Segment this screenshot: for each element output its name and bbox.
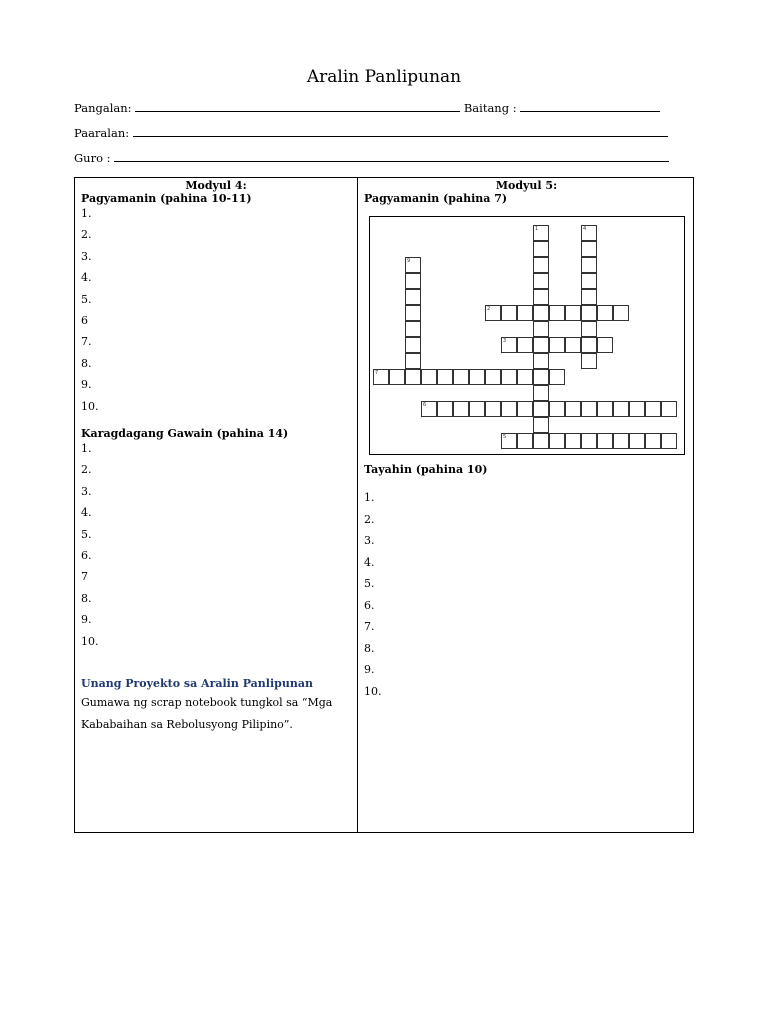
crossword-cell[interactable] — [453, 401, 469, 417]
crossword-cell[interactable] — [405, 289, 421, 305]
paaralan-row — [74, 125, 668, 140]
crossword-cell[interactable] — [533, 417, 549, 433]
crossword-cell[interactable] — [437, 401, 453, 417]
crossword-cell[interactable] — [501, 337, 517, 353]
crossword-cell[interactable] — [469, 401, 485, 417]
crossword-cell[interactable] — [613, 401, 629, 417]
crossword-cell[interactable] — [533, 305, 549, 321]
paaralan-label: Paaralan: — [74, 126, 130, 140]
answer-item: 8. — [81, 356, 92, 370]
answer-item: 5. — [81, 292, 92, 306]
answer-item: 6. — [81, 549, 92, 562]
crossword-cell[interactable] — [549, 305, 565, 321]
crossword-cell[interactable] — [581, 257, 597, 273]
crossword-cell[interactable] — [405, 305, 421, 321]
modyul-4-heading: Modyul 4: — [185, 179, 247, 192]
crossword-cell[interactable] — [613, 305, 629, 321]
answer-item: 6. — [364, 598, 375, 612]
crossword-cell[interactable] — [517, 401, 533, 417]
crossword-clue-number: 5 — [503, 434, 507, 440]
answer-item: 5. — [81, 527, 92, 541]
crossword-cell[interactable] — [533, 225, 549, 241]
answer-item: 9. — [81, 378, 92, 392]
crossword-cell[interactable] — [405, 337, 421, 353]
crossword-cell[interactable] — [629, 401, 645, 417]
crossword-cell[interactable] — [613, 433, 629, 449]
baitang-label: Baitang : — [463, 101, 517, 115]
crossword-cell[interactable] — [437, 369, 453, 385]
guro-row — [74, 150, 669, 165]
answer-item: 1. — [364, 491, 375, 504]
crossword-cell[interactable] — [533, 433, 549, 449]
crossword-cell[interactable] — [533, 369, 549, 385]
crossword-cell[interactable] — [501, 305, 517, 321]
crossword-cell[interactable] — [533, 353, 549, 369]
crossword-cell[interactable] — [581, 401, 597, 417]
answer-item: 9. — [364, 663, 375, 676]
crossword-cell[interactable] — [421, 369, 437, 385]
crossword-clue-number: 4 — [583, 226, 587, 232]
pangalan-label: Pangalan: — [74, 101, 132, 115]
crossword-cell[interactable] — [533, 401, 549, 417]
crossword-cell[interactable] — [549, 337, 565, 353]
answer-item: 7. — [81, 335, 92, 349]
answer-item: 9. — [81, 613, 92, 627]
answer-item: 7 — [81, 570, 88, 584]
answer-item: 6 — [81, 314, 88, 327]
answer-item: 4. — [81, 506, 92, 520]
pangalan-line[interactable] — [135, 100, 460, 112]
answer-item: 4. — [81, 271, 92, 285]
modyul-5-heading: Modyul 5: — [495, 179, 558, 192]
answer-item: 5. — [364, 577, 375, 590]
project-text: Gumawa ng scrap notebook tungkol sa “Mga Kababaihan sa Rebolusyong Pilipino”. — [81, 696, 333, 731]
pangalan-row — [74, 100, 660, 115]
answer-item: 2. — [81, 228, 92, 242]
answer-item: 10. — [81, 634, 99, 648]
crossword-cell[interactable] — [581, 305, 597, 321]
crossword-cell[interactable] — [581, 225, 597, 241]
crossword-clue-number: 3 — [503, 338, 507, 344]
left-section2-title: Karagdagang Gawain (pahina 14) — [81, 427, 289, 440]
crossword-cell[interactable] — [405, 321, 421, 337]
crossword-cell[interactable] — [405, 257, 421, 273]
crossword-cell[interactable] — [501, 433, 517, 449]
crossword-cell[interactable] — [661, 433, 677, 449]
crossword-cell[interactable] — [421, 401, 437, 417]
crossword-cell[interactable] — [629, 433, 645, 449]
answer-item: 8. — [364, 641, 375, 655]
crossword-cell[interactable] — [533, 337, 549, 353]
crossword-cell[interactable] — [405, 273, 421, 289]
crossword-puzzle — [369, 216, 685, 455]
crossword-cell[interactable] — [581, 337, 597, 353]
crossword-cell[interactable] — [533, 289, 549, 305]
crossword-cell[interactable] — [645, 433, 661, 449]
crossword-cell[interactable] — [549, 369, 565, 385]
crossword-cell[interactable] — [533, 257, 549, 273]
crossword-cell[interactable] — [581, 353, 597, 369]
crossword-cell[interactable] — [405, 353, 421, 369]
crossword-cell[interactable] — [597, 337, 613, 353]
crossword-clue-number: 2 — [487, 306, 491, 312]
crossword-clue-number: 7 — [375, 370, 379, 376]
crossword-cell[interactable] — [597, 401, 613, 417]
left-section1-title: Pagyamanin (pahina 10-11) — [81, 192, 252, 205]
crossword-cell[interactable] — [533, 321, 549, 337]
answer-item: 10. — [81, 399, 99, 413]
crossword-cell[interactable] — [485, 369, 501, 385]
answer-item: 4. — [364, 555, 375, 569]
crossword-cell[interactable] — [565, 337, 581, 353]
column-divider — [357, 178, 358, 832]
worksheet-title: Aralin Panlipunan — [306, 67, 462, 87]
crossword-cell[interactable] — [581, 433, 597, 449]
crossword-cell[interactable] — [485, 401, 501, 417]
crossword-cell[interactable] — [533, 385, 549, 401]
answer-item: 3. — [364, 534, 375, 547]
crossword-cell[interactable] — [597, 433, 613, 449]
crossword-cell[interactable] — [389, 369, 405, 385]
answer-item: 3. — [81, 484, 92, 498]
answer-item: 2. — [81, 463, 92, 477]
crossword-cell[interactable] — [549, 433, 565, 449]
guro-label: Guro : — [74, 151, 111, 165]
crossword-clue-number: 6 — [423, 402, 427, 408]
answer-item: 1. — [81, 207, 92, 220]
crossword-cell[interactable] — [405, 369, 421, 385]
crossword-cell[interactable] — [661, 401, 677, 417]
crossword-cell[interactable] — [373, 369, 389, 385]
crossword-cell[interactable] — [645, 401, 661, 417]
crossword-cell[interactable] — [485, 305, 501, 321]
crossword-cell[interactable] — [501, 369, 517, 385]
answer-item: 7. — [364, 620, 375, 633]
crossword-cell[interactable] — [565, 401, 581, 417]
right-section2-title: Tayahin (pahina 10) — [364, 463, 488, 476]
paaralan-line[interactable] — [133, 125, 668, 137]
right-section1-title: Pagyamanin (pahina 7) — [364, 192, 508, 205]
answer-table — [74, 177, 694, 833]
crossword-cell[interactable] — [453, 369, 469, 385]
crossword-cell[interactable] — [517, 433, 533, 449]
answer-item: 1. — [81, 442, 92, 455]
crossword-cell[interactable] — [565, 433, 581, 449]
answer-item: 8. — [81, 591, 92, 605]
crossword-clue-number: 9 — [407, 258, 411, 264]
guro-line[interactable] — [114, 150, 669, 162]
crossword-cell[interactable] — [549, 401, 565, 417]
crossword-cell[interactable] — [517, 337, 533, 353]
crossword-clue-number: 1 — [535, 226, 539, 232]
crossword-cell[interactable] — [501, 401, 517, 417]
crossword-cell[interactable] — [565, 305, 581, 321]
crossword-cell[interactable] — [517, 369, 533, 385]
crossword-cell[interactable] — [581, 289, 597, 305]
crossword-cell[interactable] — [597, 305, 613, 321]
project-title: Unang Proyekto sa Aralin Panlipunan — [81, 677, 313, 690]
answer-item: 2. — [364, 512, 375, 526]
answer-item: 3. — [81, 249, 92, 263]
crossword-cell[interactable] — [581, 273, 597, 289]
crossword-cell[interactable] — [581, 321, 597, 337]
crossword-cell[interactable] — [581, 241, 597, 257]
answer-item: 10. — [364, 684, 382, 698]
crossword-cell[interactable] — [533, 241, 549, 257]
baitang-line[interactable] — [520, 100, 660, 112]
crossword-cell[interactable] — [517, 305, 533, 321]
crossword-cell[interactable] — [469, 369, 485, 385]
crossword-cell[interactable] — [533, 273, 549, 289]
